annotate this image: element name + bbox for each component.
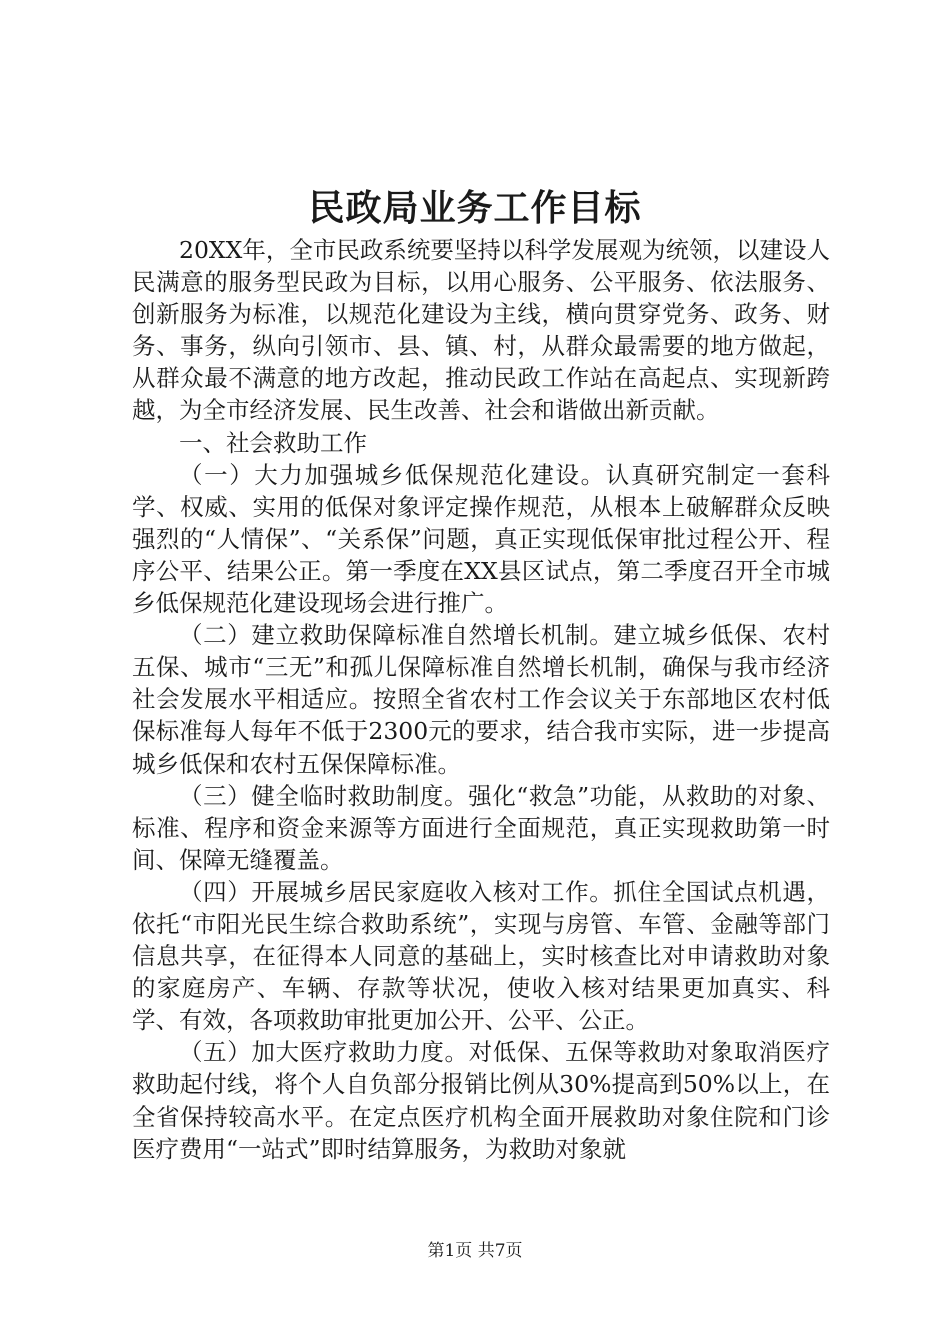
page-number-footer: 第1页 共7页 bbox=[427, 1241, 523, 1261]
intro-paragraph: 20XX年，全市民政系统要坚持以科学发展观为统领，以建设人民满意的服务型民政为目标，以用心服务、公平服务、依法服务、创新服务为标准，以规范化建设为主线，横向贯穿党务、政务、财务、事务，纵向引领市、县、镇、村，从群众最需要的地方做起，从群众最不满意的地方改起，推动民政工作站在高起点、实现新跨越，为全市经济发展、民生改善、社会和谐做出新贡献。 bbox=[132, 236, 830, 425]
item-paragraph-1: （一）大力加强城乡低保规范化建设。认真研究制定一套科学、权威、实用的低保对象评定操作规范，从根本上破解群众反映强烈的“人情保”、“关系保”问题，真正实现低保审批过程公开、程序公平、结果公正。第一季度在XX县区试点，第二季度召开全市城乡低保规范化建设现场会进行推广。 bbox=[132, 460, 830, 618]
document-title: 民政局业务工作目标 bbox=[308, 187, 642, 229]
item-paragraph-2: （二）建立救助保障标准自然增长机制。建立城乡低保、农村五保、城市“三无”和孤儿保障标准自然增长机制，确保与我市经济社会发展水平相适应。按照全省农村工作会议关于东部地区农村低保标准每人每年不低于2300元的要求，结合我市实际，进一步提高城乡低保和农村五保保障标准。 bbox=[132, 621, 830, 778]
item-paragraph-3: （三）健全临时救助制度。强化“救急”功能，从救助的对象、标准、程序和资金来源等方面进行全面规范，真正实现救助第一时间、保障无缝覆盖。 bbox=[132, 781, 830, 874]
section-heading: 一、社会救助工作 bbox=[179, 428, 367, 457]
item-paragraph-5: （五）加大医疗救助力度。对低保、五保等救助对象取消医疗救助起付线，将个人自负部分报销比例从30%提高到50%以上，在全省保持较高水平。在定点医疗机构全面开展救助对象住院和门诊医疗费用“一站式”即时结算服务，为救助对象就 bbox=[132, 1038, 830, 1163]
document-body bbox=[132, 234, 830, 1165]
item-paragraph-4: （四）开展城乡居民家庭收入核对工作。抓住全国试点机遇，依托“市阳光民生综合救助系统”，实现与房管、车管、金融等部门信息共享，在征得本人同意的基础上，实时核查比对申请救助对象的家庭房产、车辆、存款等状况，使收入核对结果更加真实、科学、有效，各项救助审批更加公开、公平、公正。 bbox=[132, 877, 830, 1035]
